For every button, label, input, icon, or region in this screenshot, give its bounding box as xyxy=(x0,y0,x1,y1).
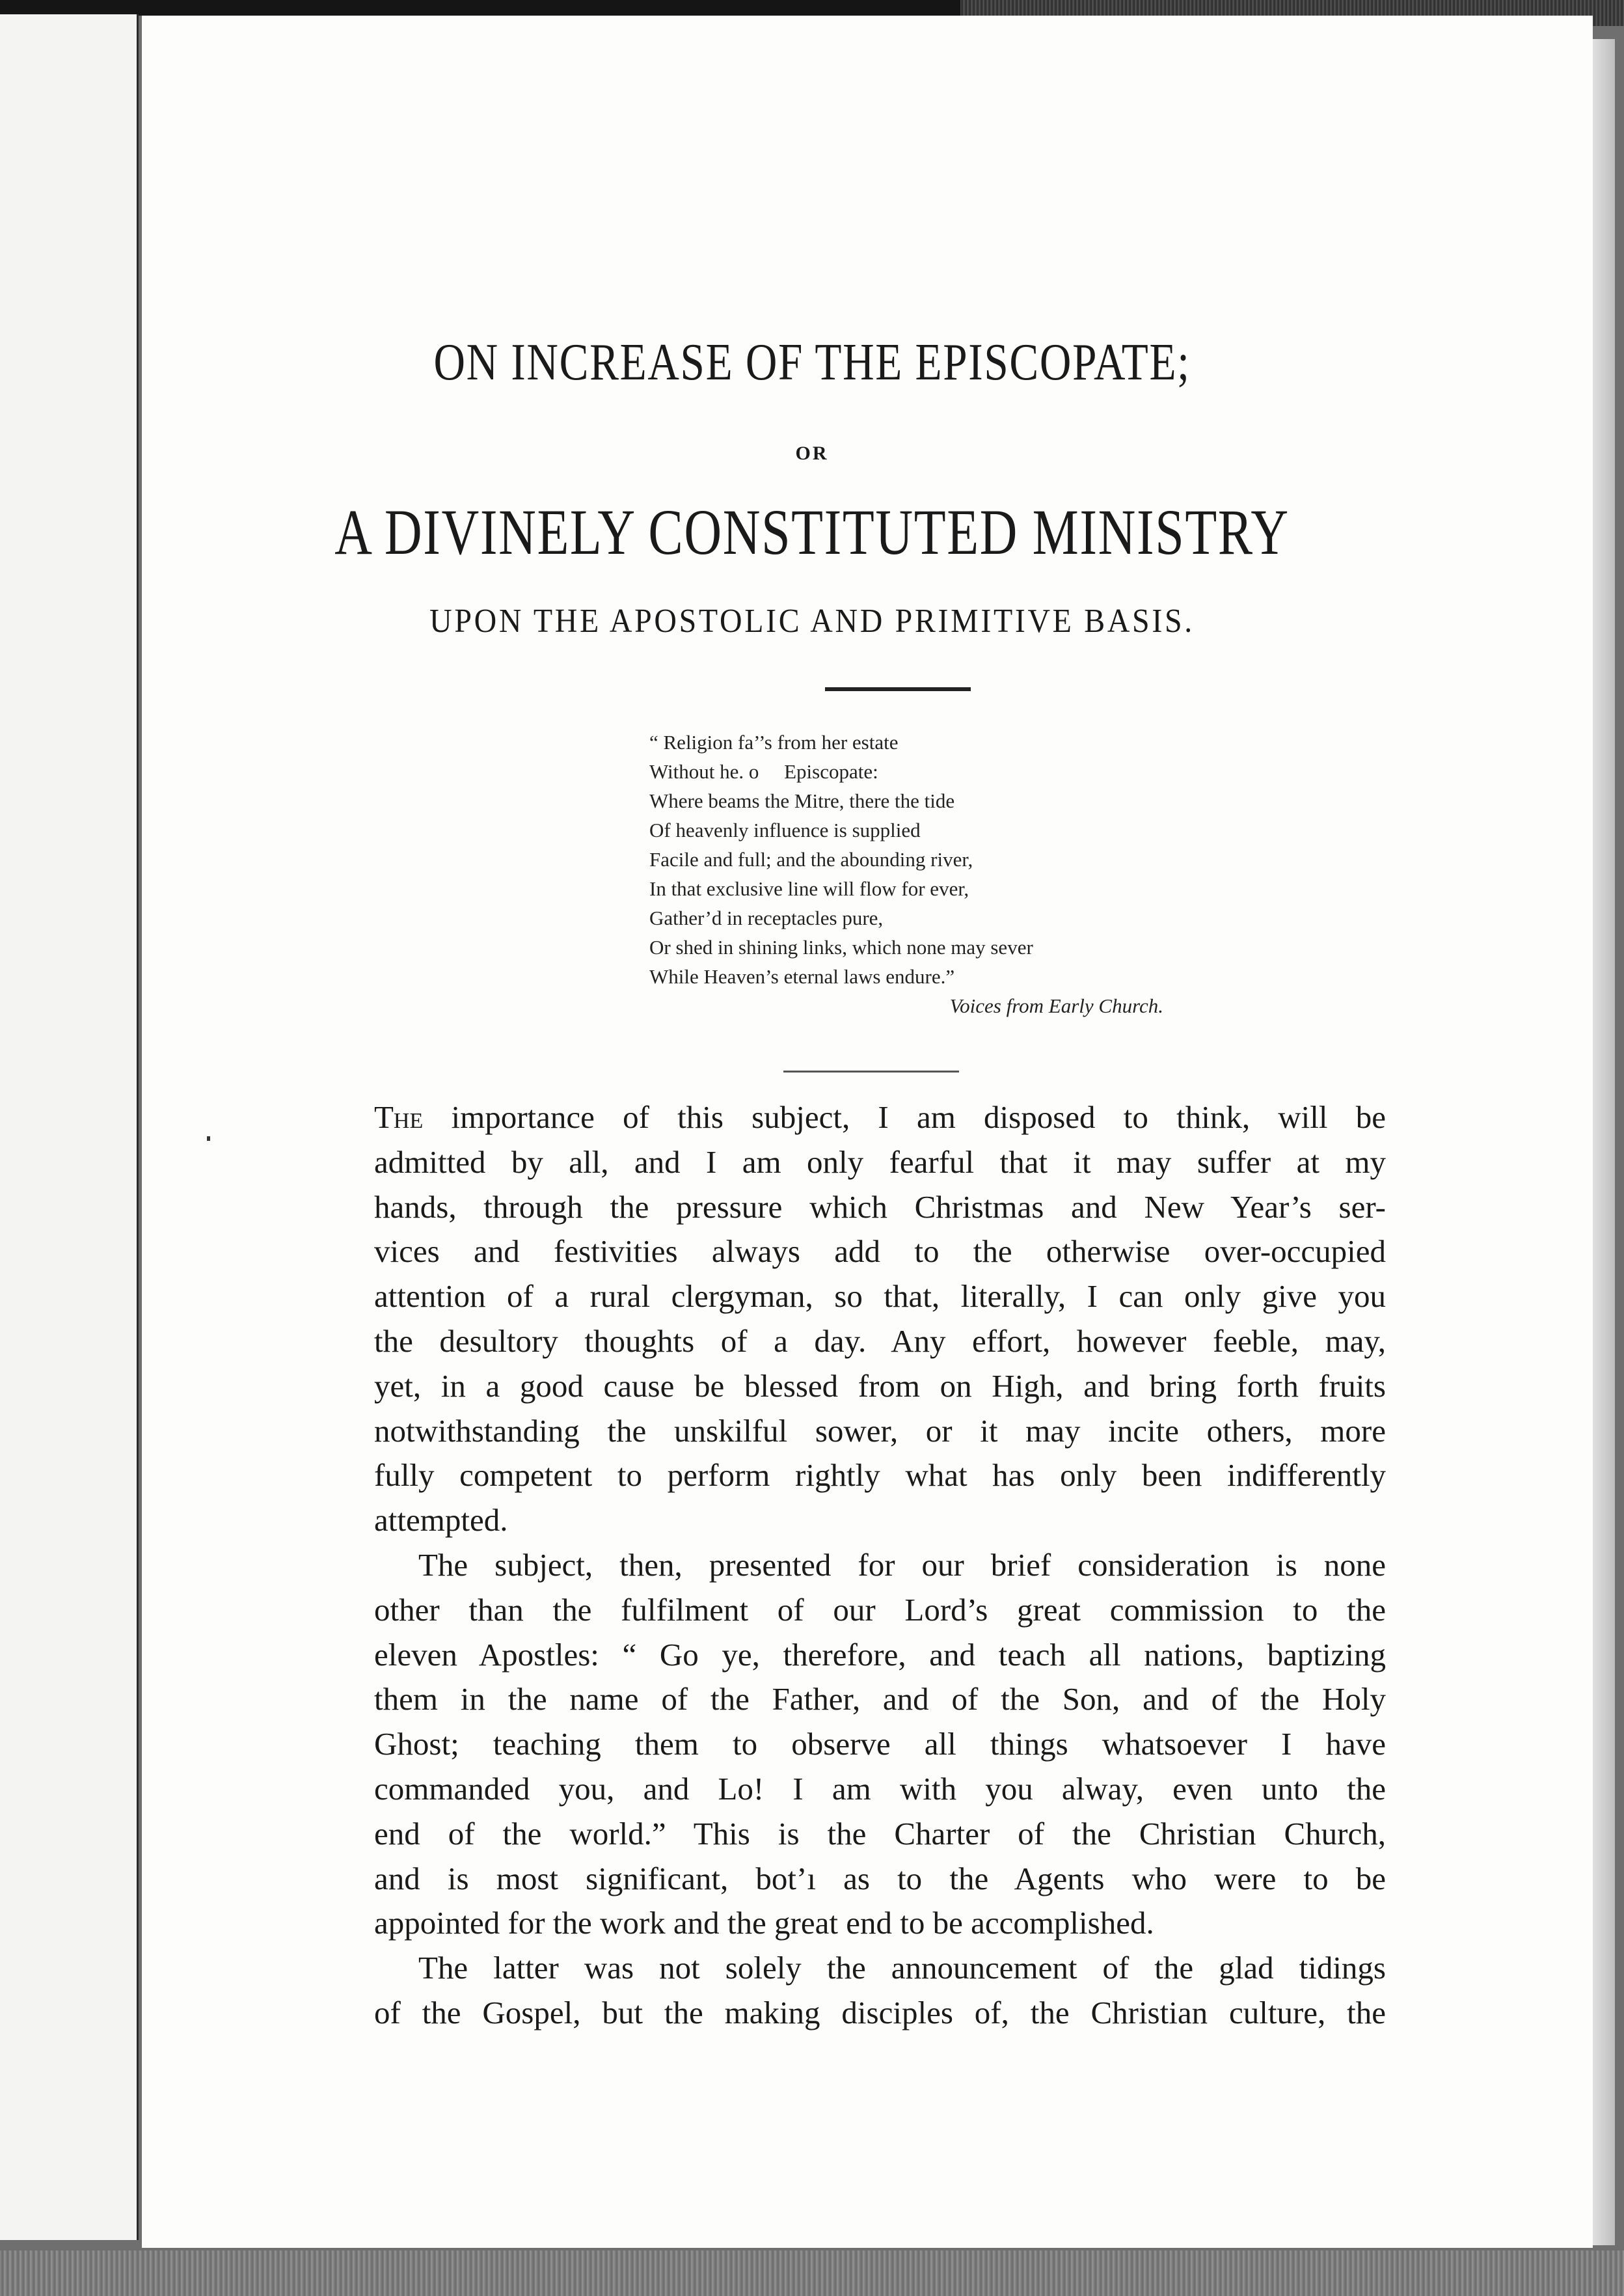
body-line-text: importance of this subject, I am disposed to think, will be xyxy=(423,1099,1386,1135)
title-line-1: ON INCREASE OF THE EPISCOPATE; xyxy=(433,334,1191,391)
body-line: Ghost; teaching them to observe all things whatsoever I have xyxy=(374,1726,1386,1762)
title-line-3: UPON THE APOSTOLIC AND PRIMITIVE BASIS. xyxy=(429,603,1195,640)
epigraph-divider xyxy=(783,1071,959,1073)
body-line xyxy=(374,1095,1386,1140)
epigraph-attribution: Voices from Early Church. xyxy=(949,994,1163,1017)
epigraph-line: “ Religion fa’’s from her estate xyxy=(649,731,899,754)
page-edge-shadow xyxy=(1589,39,1615,2245)
epigraph-line: Without he. o Episcopate: xyxy=(649,760,878,783)
body-line: other than the fulfilment of our Lord’s great commission to the xyxy=(374,1591,1386,1628)
body-line: attempted. xyxy=(374,1502,508,1538)
body-line: vices and festivities always add to the otherwise over-occupied xyxy=(374,1233,1386,1270)
body-line: fully competent to perform rightly what has only been indifferently xyxy=(374,1457,1386,1494)
body-text xyxy=(374,1095,1386,2036)
epigraph-line: Or shed in shining links, which none may sever xyxy=(649,936,1033,959)
epigraph-line: While Heaven’s eternal laws endure.” xyxy=(649,965,955,988)
body-line: of the Gospel, but the making disciples of, the Christian culture, the xyxy=(374,1994,1386,2030)
scan-bottom-edge xyxy=(0,2250,1624,2296)
epigraph-line: Where beams the Mitre, there the tide xyxy=(649,789,955,812)
body-line: The latter was not solely the announcement of the glad tidings xyxy=(418,1950,1386,1986)
drop-word: The xyxy=(374,1099,424,1135)
body-line: the desultory thoughts of a day. Any effort, however feeble, may, xyxy=(374,1322,1386,1359)
epigraph xyxy=(649,728,1163,1020)
body-line: them in the name of the Father, and of the Son, and of the Holy xyxy=(374,1681,1386,1717)
body-line: eleven Apostles: “ Go ye, therefore, and teach all nations, baptizing xyxy=(374,1636,1386,1673)
body-line: yet, in a good cause be blessed from on High, and bring forth fruits xyxy=(374,1367,1386,1404)
body-line: hands, through the pressure which Christmas and New Year’s ser- xyxy=(374,1188,1386,1225)
title-divider xyxy=(825,687,971,691)
body-line: notwithstanding the unskilful sower, or it may incite others, more xyxy=(374,1412,1386,1449)
epigraph-line: Facile and full; and the abounding river, xyxy=(649,848,973,871)
title-or: OR xyxy=(795,443,829,464)
margin-speck xyxy=(207,1136,210,1141)
body-line: The subject, then, presented for our brief consideration is none xyxy=(418,1546,1386,1583)
body-line: commanded you, and Lo! I am with you alway, even unto the xyxy=(374,1770,1386,1807)
body-line: admitted by all, and I am only fearful that it may suffer at my xyxy=(374,1143,1386,1180)
title-line-2: A DIVINELY CONSTITUTED MINISTRY xyxy=(334,496,1290,568)
epigraph-line: In that exclusive line will flow for ever, xyxy=(649,877,969,900)
body-line: appointed for the work and the great end to be accomplished. xyxy=(374,1905,1154,1941)
body-line: and is most significant, bot’ı as to the Agents who were to be xyxy=(374,1860,1386,1896)
facing-page-edge xyxy=(0,14,139,2240)
body-line: attention of a rural clergyman, so that, literally, I can only give you xyxy=(374,1278,1386,1315)
epigraph-line: Gather’d in receptacles pure, xyxy=(649,907,884,929)
epigraph-line: Of heavenly influence is supplied xyxy=(649,819,921,841)
body-line: end of the world.” This is the Charter of the Christian Church, xyxy=(374,1815,1386,1852)
